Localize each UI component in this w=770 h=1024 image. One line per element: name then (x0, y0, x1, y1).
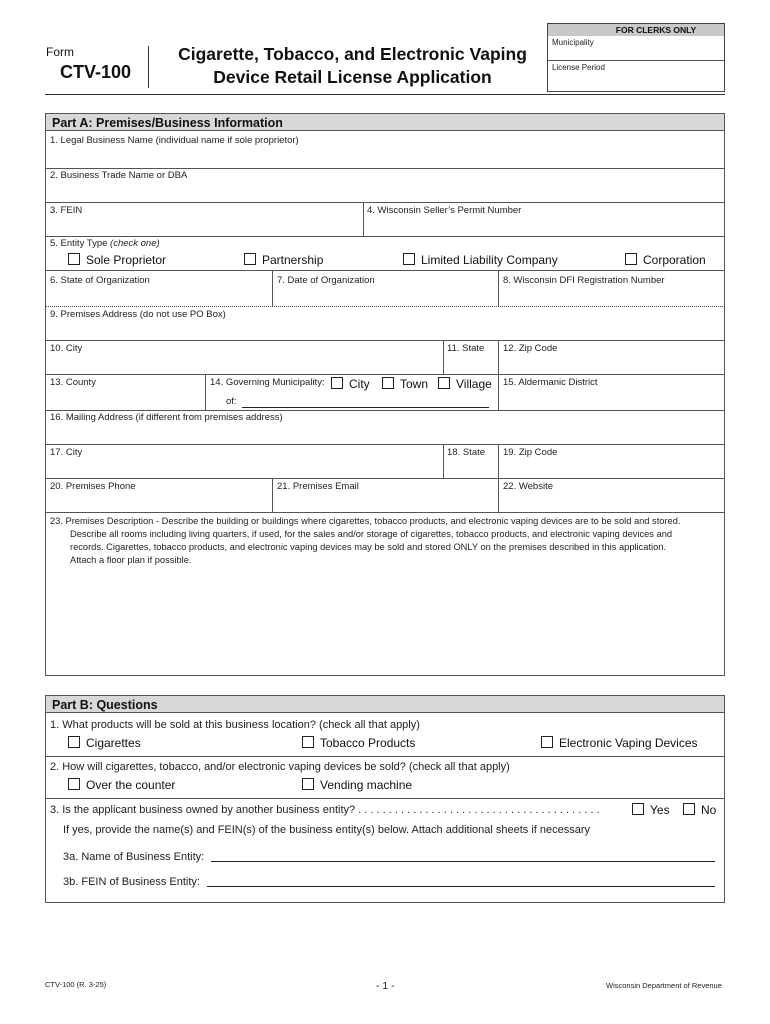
field-21-label: 21. Premises Email (277, 481, 359, 492)
municipality-town[interactable] (382, 377, 428, 391)
q3-no[interactable] (683, 803, 716, 817)
checkbox[interactable] (244, 253, 256, 265)
premises-description-area[interactable] (46, 570, 724, 674)
checkbox[interactable] (382, 377, 394, 389)
field-23-description (50, 515, 722, 567)
field-23-line-2: Describe all rooms including living quarters, if used, for the sales and/or storage of cigarettes, tobacco products, and electronic vaping devices and (70, 529, 673, 539)
checkbox[interactable] (438, 377, 450, 389)
field-3-label: 3. FEIN (50, 205, 83, 216)
field-7-label: 7. Date of Organization (277, 275, 375, 286)
field-1-label: 1. Legal Business Name (individual name if sole proprietor) (50, 135, 299, 146)
checkbox[interactable] (625, 253, 637, 265)
header-divider (148, 46, 149, 88)
field-5-note: (check one) (110, 238, 160, 249)
title-line-1: Cigarette, Tobacco, and Electronic Vaping (178, 44, 527, 64)
clerks-heading: FOR CLERKS ONLY (548, 24, 724, 36)
field-23-line-1: 23. Premises Description - Describe the building or buildings where cigarettes, tobacco products, and electronic vaping devices are to be sold and stored. (50, 516, 681, 526)
field-20-label: 20. Premises Phone (50, 481, 136, 492)
municipality-village[interactable] (438, 377, 492, 391)
question-3-followup: If yes, provide the name(s) and FEIN(s) of the business entity(s) below. Attach additional sheets if necessary (63, 824, 591, 836)
field-11-label: 11. State (447, 343, 485, 354)
product-vaping[interactable] (541, 736, 698, 750)
part-b-heading: Part B: Questions (45, 695, 725, 713)
sold-over-counter[interactable] (68, 778, 175, 792)
form-title (160, 43, 545, 89)
checkbox[interactable] (683, 803, 695, 815)
field-5-prefix: 5. Entity Type (50, 238, 108, 249)
checkbox[interactable] (68, 778, 80, 790)
field-14-of-line[interactable] (242, 407, 489, 408)
form-number: CTV-100 (60, 62, 132, 82)
field-17-label: 17. City (50, 447, 83, 458)
checkbox[interactable] (302, 778, 314, 790)
checkbox[interactable] (302, 736, 314, 748)
field-15-label: 15. Aldermanic District (503, 377, 598, 388)
sold-label: Over the counter (86, 778, 176, 792)
title-line-2: Device Retail License Application (213, 67, 492, 87)
entity-label: Sole Proprietor (86, 253, 167, 267)
footer-form-revision: CTV-100 (R. 3-25) (45, 980, 107, 989)
entity-sole-proprietor[interactable] (68, 253, 166, 267)
field-2-label: 2. Business Trade Name or DBA (50, 170, 188, 181)
q3-no-label: No (701, 803, 717, 817)
product-label: Tobacco Products (320, 736, 416, 750)
question-3: 3. Is the applicant business owned by another business entity? . . . . . . . . . . . . . . . . . . . . . . . . . . . . . . . . . . . . . . . . (50, 804, 600, 816)
question-1: 1. What products will be sold at this business location? (check all that apply) (50, 719, 420, 731)
field-6-label: 6. State of Organization (50, 275, 150, 286)
field-23-line-3: records. Cigarettes, tobacco products, and electronic vaping devices may be sold and stored ONLY on the premises described in this application. (70, 542, 667, 552)
field-22-label: 22. Website (503, 481, 553, 492)
entity-label: Partnership (262, 253, 324, 267)
field-10-label: 10. City (50, 343, 83, 354)
municipality-label: Town (400, 377, 429, 391)
field-4-label: 4. Wisconsin Seller’s Permit Number (367, 205, 522, 216)
field-5-label (50, 238, 160, 249)
field-16-label: 16. Mailing Address (if different from premises address) (50, 412, 283, 423)
field-14-label: 14. Governing Municipality: (210, 377, 325, 388)
q3-yes[interactable] (632, 803, 670, 817)
field-8-label: 8. Wisconsin DFI Registration Number (503, 275, 665, 286)
checkbox[interactable] (331, 377, 343, 389)
sold-vending-machine[interactable] (302, 778, 412, 792)
municipality-label: Village (456, 377, 492, 391)
checkbox[interactable] (541, 736, 553, 748)
footer-page-number: - 1 - (376, 980, 395, 992)
checkbox[interactable] (68, 736, 80, 748)
municipality-city[interactable] (331, 377, 370, 391)
field-14-of-label: of: (226, 396, 237, 407)
checkbox[interactable] (632, 803, 644, 815)
business-entity-fein-line[interactable] (207, 886, 715, 887)
part-a-heading: Part A: Premises/Business Information (45, 113, 725, 131)
entity-partnership[interactable] (244, 253, 323, 267)
field-12-label: 12. Zip Code (503, 343, 558, 354)
field-23-line-4: Attach a floor plan if possible. (70, 555, 192, 565)
entity-corporation[interactable] (625, 253, 706, 267)
business-entity-name-line[interactable] (211, 861, 715, 862)
sold-label: Vending machine (320, 778, 413, 792)
checkbox[interactable] (403, 253, 415, 265)
question-3b-label: 3b. FEIN of Business Entity: (63, 876, 200, 888)
product-tobacco[interactable] (302, 736, 415, 750)
field-13-label: 13. County (50, 377, 96, 388)
field-19-label: 19. Zip Code (503, 447, 558, 458)
footer-agency: Wisconsin Department of Revenue (606, 981, 722, 990)
product-label: Cigarettes (86, 736, 141, 750)
product-cigarettes[interactable] (68, 736, 141, 750)
form-label: Form (46, 45, 74, 59)
product-label: Electronic Vaping Devices (559, 736, 698, 750)
question-2: 2. How will cigarettes, tobacco, and/or electronic vaping devices be sold? (check all that apply) (50, 761, 510, 773)
license-period-label: License Period (552, 63, 605, 72)
header-rule (45, 94, 725, 95)
clerks-only-box (547, 23, 725, 92)
entity-label: Corporation (643, 253, 706, 267)
q3-yes-label: Yes (650, 803, 670, 817)
field-9-label: 9. Premises Address (do not use PO Box) (50, 309, 226, 320)
field-18-label: 18. State (447, 447, 486, 458)
entity-label: Limited Liability Company (421, 253, 558, 267)
checkbox[interactable] (68, 253, 80, 265)
municipality-label: City (349, 377, 370, 391)
entity-llc[interactable] (403, 253, 558, 267)
municipality-label: Municipality (552, 38, 594, 47)
question-3a-label: 3a. Name of Business Entity: (63, 851, 205, 863)
